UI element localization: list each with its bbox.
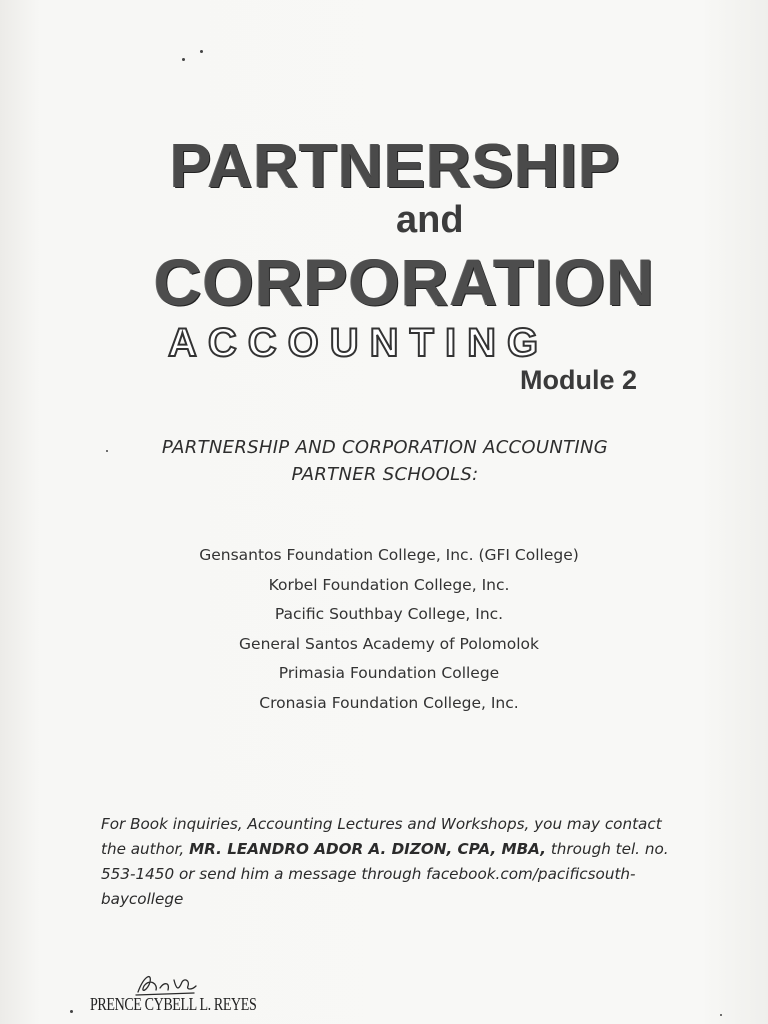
scan-speck: [70, 1010, 73, 1013]
title-and: and: [396, 199, 464, 241]
author-name: MR. LEANDRO ADOR A. DIZON, CPA, MBA,: [189, 840, 546, 858]
scan-speck: [182, 58, 185, 61]
school-item: Gensantos Foundation College, Inc. (GFI College): [199, 546, 579, 564]
contact-text: through tel. no. 553-1450 or send him a message through facebook.com/pacificsouth-baycollege: [101, 840, 669, 908]
school-item: Pacific Southbay College, Inc.: [274, 605, 504, 623]
school-item: Korbel Foundation College, Inc.: [268, 575, 510, 594]
scan-speck: [200, 50, 203, 53]
title-partnership: PARTNERSHIP: [170, 132, 621, 201]
partner-school-list: [100, 541, 678, 718]
school-item: Cronasia Foundation College, Inc.: [259, 693, 519, 712]
school-item: General Santos Academy of Polomolok: [239, 634, 539, 653]
title-corporation: CORPORATION: [154, 245, 656, 319]
school-item: Primasia Foundation College: [278, 664, 500, 682]
contact-text: For Book inquiries, Accounting Lectures and Workshops, you may contact the author,: [101, 815, 662, 858]
title-accounting: ACCOUNTING: [168, 321, 550, 365]
partner-heading-line: PARTNER SCHOOLS:: [291, 464, 479, 485]
module-label: Module 2: [520, 365, 638, 395]
cover-title: [150, 132, 690, 402]
scan-speck: [720, 1014, 722, 1016]
contact-paragraph: [101, 812, 691, 912]
signature: [90, 968, 290, 1024]
partner-heading-line: PARTNERSHIP AND CORPORATION ACCOUNTING: [161, 437, 609, 458]
partner-schools-heading: [100, 434, 670, 488]
signature-name: PRENCE CYBELL L. REYES: [90, 994, 257, 1014]
